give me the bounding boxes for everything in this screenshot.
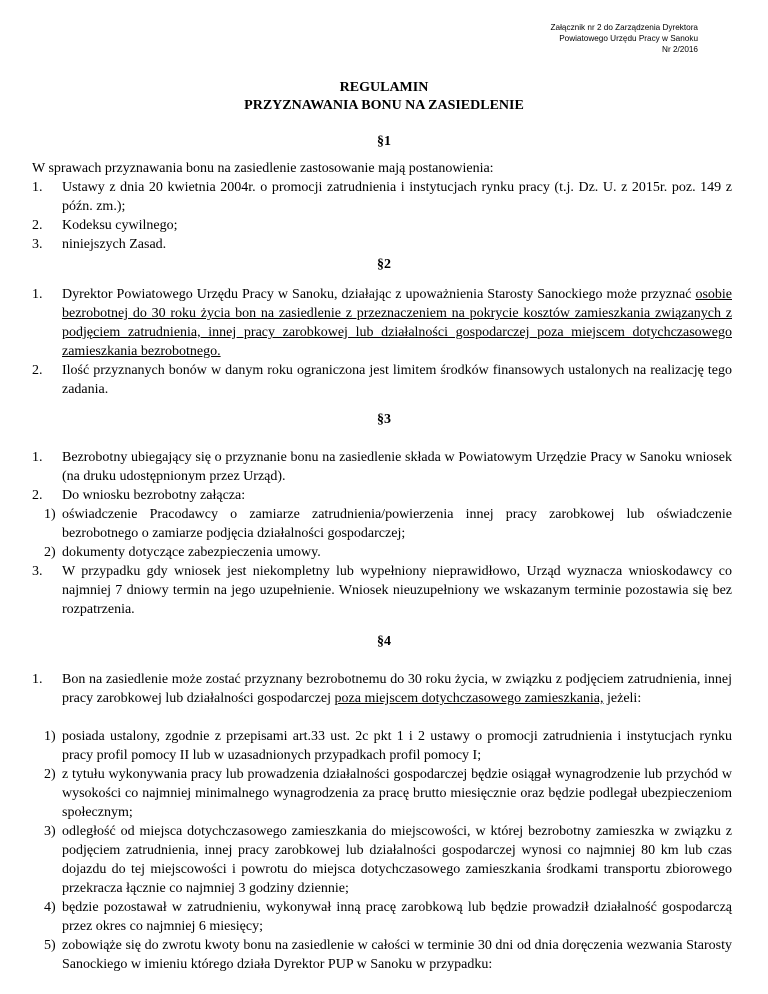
section-4-heading: §4 — [377, 634, 391, 649]
s4-sub-5: zobowiąże się do zwrotu kwoty bonu na zasiedlenie w całości w terminie 30 dni od dnia doręczenia wezwania Starosty Sanockiego w imieniu którego działa Dyrektor PUP w Sanoku w przypadku: — [62, 938, 732, 972]
s3-item-3: W przypadku gdy wniosek jest niekompletny lub wypełniony nieprawidłowo, Urząd wyznacza wnioskodawcy co najmniej 7 dniowy termin na jego uzupełnienie. Wniosek nieuzupełniony we wskazanym terminie pozostawia się bez rozpatrzenia. — [62, 564, 732, 617]
s4-sub-1: posiada ustalony, zgodnie z przepisami art.33 ust. 2c pkt 1 i 2 ustawy o promocji zatrudnienia i instytucjach rynku pracy profil pomocy II lub w uzasadnionych przypadkach profil pomocy I; — [62, 729, 732, 763]
s3-item-3-num: 3. — [32, 564, 43, 579]
s4-item-1-underlined: poza miejscem dotychczasowego zamieszkania, — [334, 691, 604, 706]
section-3-heading: §3 — [377, 412, 391, 427]
s1-item-1-num: 1. — [32, 180, 43, 195]
s3-sub-2-num: 2) — [44, 545, 56, 560]
s3-item-2-num: 2. — [32, 488, 43, 503]
s2-item-1 — [62, 285, 732, 361]
s4-sub-5-num: 5) — [44, 938, 56, 953]
s3-item-1-num: 1. — [32, 450, 43, 465]
s4-item-1-num: 1. — [32, 672, 43, 687]
s2-item-1-text: Dyrektor Powiatowego Urzędu Pracy w Sanoku, działając z upoważnienia Starosty Sanockiego może przyznać — [62, 287, 696, 302]
s3-sub-1-num: 1) — [44, 507, 56, 522]
s4-sub-3: odległość od miejsca dotychczasowego zamieszkania do miejscowości, w której bezrobotny zamieszka w związku z podjęciem zatrudnienia, innej pracy zarobkowej lub działalności gospodarczej wynosi co najmniej 80 km lub czas dojazdu do tej miejscowości i powrotu do miejsca dotychczasowego zamieszkania środkami transportu zbiorowego przekracza łącznie co najmniej 3 godziny dziennie; — [62, 824, 732, 896]
s4-sub-4: będzie pozostawał w zatrudnieniu, wykonywał inną pracę zarobkową lub będzie prowadził działalność gospodarczą przez okres co najmniej 6 miesięcy; — [62, 900, 732, 934]
section-1-heading: §1 — [377, 134, 391, 149]
s4-item-1-text: Bon na zasiedlenie może zostać przyznany bezrobotnemu do 30 roku życia, w związku z podjęciem zatrudnienia, innej pracy zarobkowej lub działalności gospodarczej — [62, 672, 732, 706]
s3-item-1: Bezrobotny ubiegający się o przyznanie bonu na zasiedlenie składa w Powiatowym Urzędzie Pracy w Sanoku wniosek (na druku udostępnionym przez Urząd). — [62, 450, 732, 484]
s4-sub-2: z tytułu wykonywania pracy lub prowadzenia działalności gospodarczej będzie osiągał wynagrodzenie lub przychód w wysokości co najmniej minimalnego wynagrodzenia za pracę brutto miesięcznie oraz będzie podlegał ubezpieczeniom społecznym; — [62, 767, 732, 820]
section-1-intro: W sprawach przyznawania bonu na zasiedlenie zastosowanie mają postanowienia: — [32, 161, 494, 176]
s1-item-2-num: 2. — [32, 218, 43, 233]
s2-item-1-num: 1. — [32, 287, 43, 302]
s4-sub-1-num: 1) — [44, 729, 56, 744]
section-2-heading: §2 — [377, 257, 391, 272]
s3-item-2: Do wniosku bezrobotny załącza: — [62, 488, 246, 503]
s4-sub-3-num: 3) — [44, 824, 56, 839]
s4-item-1-tail: jeżeli: — [603, 691, 642, 706]
annex-line-2: Powiatowego Urzędu Pracy w Sanoku — [559, 34, 698, 43]
annex-line-3: Nr 2/2016 — [662, 45, 698, 54]
s3-sub-1: oświadczenie Pracodawcy o zamiarze zatrudnienia/powierzenia innej pracy zarobkowej lub oświadczenie bezrobotnego o zamiarze podjęcia działalności gospodarczej; — [62, 507, 732, 541]
annex-note — [551, 22, 698, 55]
s1-item-2: Kodeksu cywilnego; — [62, 218, 178, 233]
s4-sub-2-num: 2) — [44, 767, 56, 782]
s2-item-1-underlined: osobie bezrobotnej do 30 roku życia bon na zasiedlenie z przeznaczeniem na pokrycie kosztów zamieszkania związanych z podjęciem zatrudnienia, innej pracy zarobkowej lub działalności gospodarczej poza miejscem dotychczasowego zamieszkania bezrobotnego. — [62, 287, 732, 359]
s2-item-2: Ilość przyznanych bonów w danym roku ograniczona jest limitem środków finansowych ustalonych na realizację tego zadania. — [62, 363, 732, 397]
document-title: REGULAMIN — [339, 80, 429, 95]
s4-item-1 — [62, 670, 732, 708]
s2-item-2-num: 2. — [32, 363, 43, 378]
s4-sub-4-num: 4) — [44, 900, 56, 915]
document-subtitle: PRZYZNAWANIA BONU NA ZASIEDLENIE — [244, 98, 524, 113]
annex-line-1: Załącznik nr 2 do Zarządzenia Dyrektora — [550, 23, 698, 32]
s1-item-3: niniejszych Zasad. — [62, 237, 167, 252]
s1-item-3-num: 3. — [32, 237, 43, 252]
s1-item-1: Ustawy z dnia 20 kwietnia 2004r. o promocji zatrudnienia i instytucjach rynku pracy (t.j. Dz. U. z 2015r. poz. 149 z późn. zm.); — [62, 180, 732, 214]
s3-sub-2: dokumenty dotyczące zabezpieczenia umowy. — [62, 545, 321, 560]
